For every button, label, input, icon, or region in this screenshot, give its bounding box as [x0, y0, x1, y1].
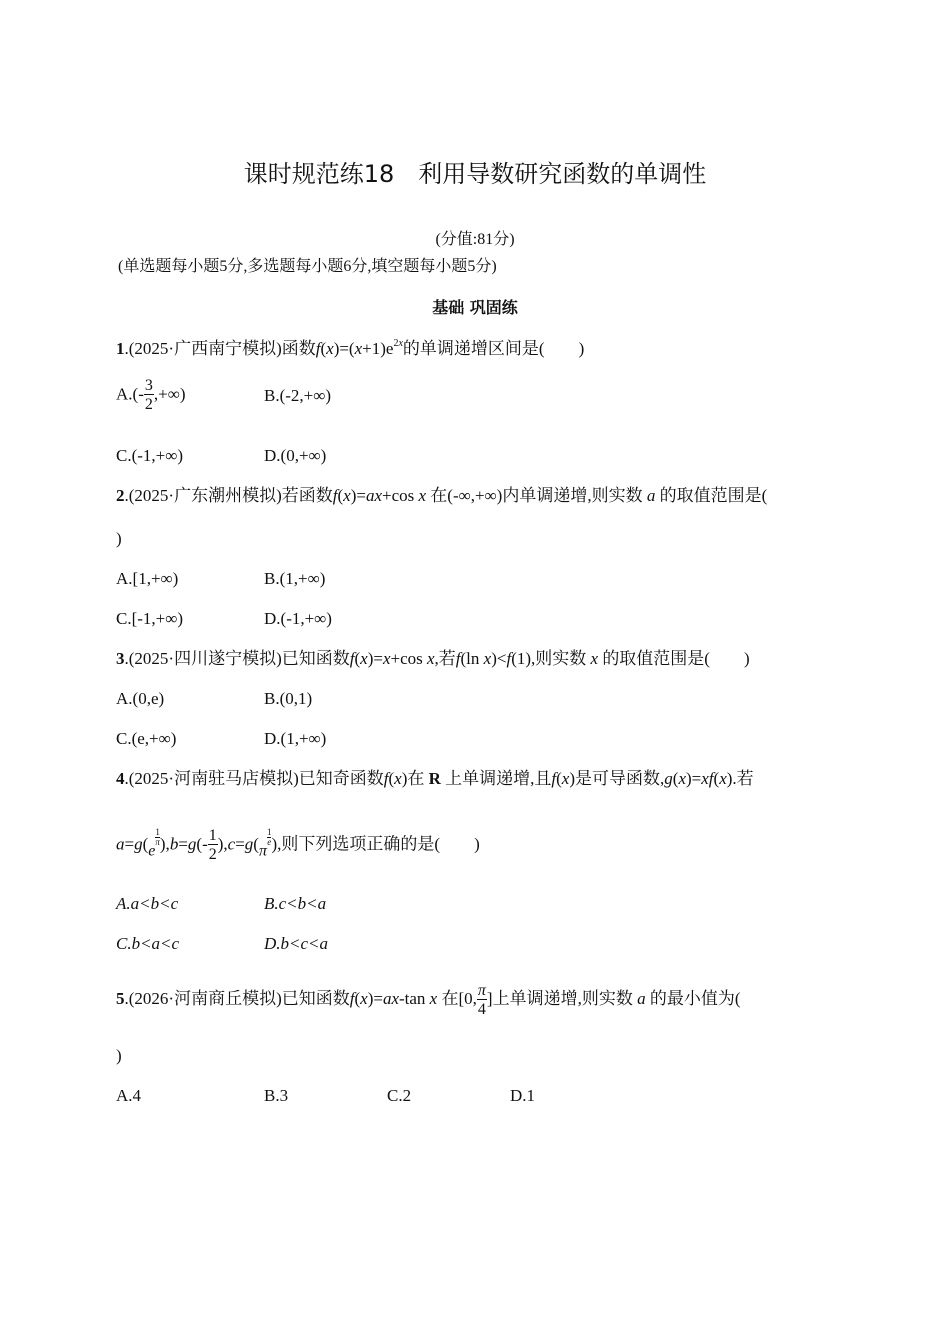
question-4: 4.(2025·河南驻马店模拟)已知奇函数f(x)在 R 上单调递增,且f(x)是可导函数,g(x)=xf(x).若 [116, 769, 754, 788]
question-1: 1.(2025·广西南宁模拟)函数$f(x)=(x+1)e^{2x}$的单调递增区间是( ) [116, 338, 585, 358]
q4-option-c[interactable]: C.b<a<c [116, 934, 180, 953]
q1-option-d[interactable]: D.(0,+∞) [264, 446, 327, 465]
q2-option-c[interactable]: C.[-1,+∞) [116, 609, 184, 628]
question-2-close: ) [116, 529, 122, 548]
q5-option-d[interactable]: D.1 [510, 1086, 536, 1105]
q1-option-a[interactable]: A.(- $\frac{3}{2}$ ,+∞) [116, 377, 186, 413]
q3-option-a[interactable]: A.(0,e) [116, 689, 165, 708]
q2-option-b[interactable]: B.(1,+∞) [264, 569, 326, 588]
page-title: 课时规范练18 利用导数研究函数的单调性 [243, 160, 707, 188]
question-4-line2: $a=g(e\frac{1}{\pi}$ ),b=g(- $\frac{1}{2}$ )$,c=g(\pi\frac{1}{e}$ ),则下列选项正确的是( ) [116, 827, 480, 863]
q1-option-b[interactable]: B.(-2,+∞) [264, 386, 332, 405]
question-3: 3.(2025·四川遂宁模拟)已知函数f(x)=x+cos x,若f(ln x)<f(1),则实数 x 的取值范围是( ) [116, 649, 750, 668]
q3-option-d[interactable]: D.(1,+∞) [264, 729, 327, 748]
q3-option-b[interactable]: B.(0,1) [264, 689, 313, 708]
q4-option-d[interactable]: D.b<c<a [264, 934, 329, 953]
question-number: 1 [116, 339, 125, 358]
section-heading: 基础 巩固练 [432, 298, 518, 317]
q4-option-a[interactable]: A.a<b<c [116, 894, 179, 913]
q5-option-b[interactable]: B.3 [264, 1086, 289, 1105]
score-line: (分值:81分) [435, 231, 515, 248]
q5-option-c[interactable]: C.2 [387, 1086, 412, 1105]
q2-option-a[interactable]: A.[1,+∞) [116, 569, 179, 588]
score-note: (单选题每小题5分,多选题每小题6分,填空题每小题5分) [118, 258, 497, 275]
question-source: .(2025·广西南宁模拟) [124, 339, 282, 358]
q4-option-b[interactable]: B.c<b<a [264, 894, 327, 913]
q5-option-a[interactable]: A.4 [116, 1086, 142, 1105]
q1-option-c[interactable]: C.(-1,+∞) [116, 446, 184, 465]
q2-option-d[interactable]: D.(-1,+∞) [264, 609, 332, 628]
q3-option-c[interactable]: C.(e,+∞) [116, 729, 177, 748]
question-5: 5.(2026·河南商丘模拟)已知函数f(x)=ax-tan x 在[0, $\frac{\pi}{4}$ ]上单调递增,则实数 a 的最小值为( [116, 982, 741, 1018]
question-2: 2.(2025·广东潮州模拟)若函数f(x)=ax+cos x 在(-∞,+∞)内单调递增,则实数 a 的取值范围是( [116, 486, 768, 505]
question-5-close: ) [116, 1046, 122, 1065]
